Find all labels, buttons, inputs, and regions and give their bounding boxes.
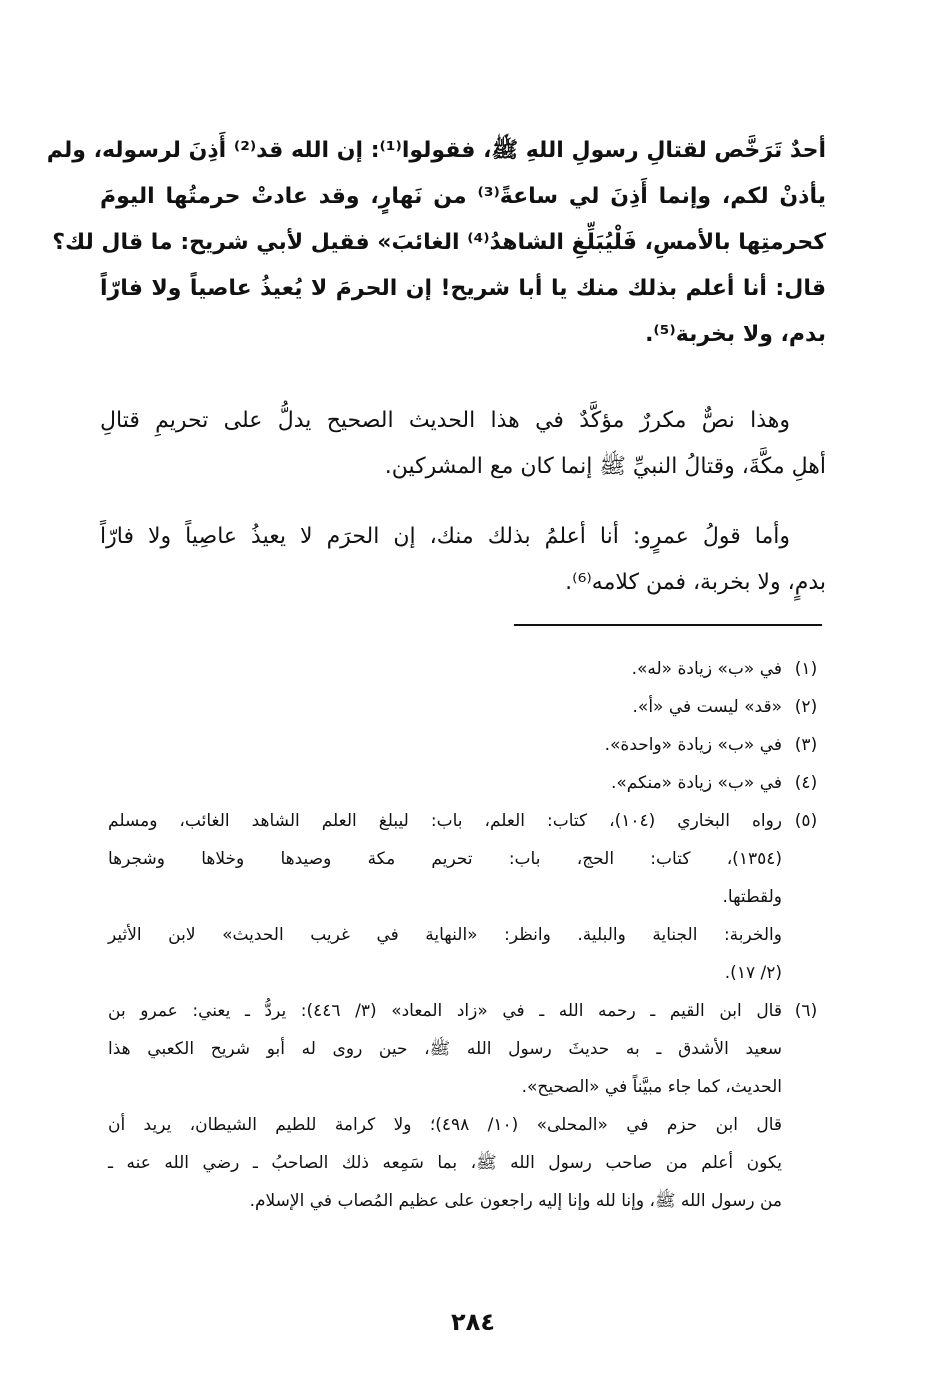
text-line: بدمٍ، ولا بخربة، فمن كلامه⁽⁶⁾. [565,570,826,595]
footnote-5 [108,802,826,992]
footnotes [108,650,826,1220]
footnote-number: (١) [794,659,818,679]
text-line: أهلِ مكَّةَ، وقتالُ النبيِّ ﷺ إنما كان مع المشركين. [384,454,826,479]
text-line: قال: أنا أعلم بذلك منك يا أبا شريح! إن الحرمَ لا يُعيذُ عاصياً ولا فارّاً [100,276,826,301]
footnote-line: رواه البخاري (١٠٤)، كتاب: العلم، باب: ليبلغ العلم الشاهد الغائب، ومسلم [108,811,782,831]
footnote-number: (٦) [794,1001,818,1021]
footnote-2 [108,688,826,726]
text-line: أحدٌ تَرَخَّص لقتالِ رسولِ اللهِ ﷺ، فقولوا⁽¹⁾: إن الله قد⁽²⁾ أَذِنَ لرسوله، ولم [46,138,826,163]
page-number: ٢٨٤ [451,1308,495,1336]
footnote-line: «قد» ليست في «أ». [632,697,782,717]
footnote-line: يكون أعلم من صاحب رسول الله ﷺ، بما سَمِعه ذلك الصاحبُ ـ رضي الله عنه ـ [108,1153,782,1173]
footnote-3 [108,726,826,764]
footnote-6 [108,992,826,1220]
footnote-number: (٣) [794,735,818,755]
text-line: يأذنْ لكم، وإنما أَذِنَ لي ساعةً⁽³⁾ من نَهارٍ، وقد عادتْ حرمتُها اليومَ [100,184,826,209]
footnote-number: (٢) [794,697,818,717]
paragraph-commentary [100,398,826,490]
footnote-4 [108,764,826,802]
paragraph-amr-statement [100,514,826,606]
footnote-number: (٤) [794,773,818,793]
footnote-line: والخربة: الجناية والبلية. وانظر: «النهاية في غريب الحديث» لابن الأثير [108,925,782,945]
footnote-number: (٥) [794,811,818,831]
footnote-line: من رسول الله ﷺ، وإنا لله وإنا إليه راجعون على عظيم المُصاب في الإسلام. [249,1191,782,1211]
footnote-line: ولقطتها. [722,887,782,907]
text-line: وهذا نصٌّ مكررٌ مؤكَّدٌ في هذا الحديث الصحيح يدلُّ على تحريمِ قتالِ [100,408,790,433]
paragraph-hadith [46,128,826,358]
text-line: وأما قولُ عمرٍو: أنا أعلمُ بذلك منك، إن الحرَم لا يعيذُ عاصِياً ولا فارّاً [100,524,790,549]
footnote-separator [514,624,822,626]
footnote-line: (١٣٥٤)، كتاب: الحج، باب: تحريم مكة وصيدها وخلاها وشجرها [108,849,782,869]
footnote-line: في «ب» زيادة «واحدة». [604,735,782,755]
footnote-line: الحديث، كما جاء مبيَّناً في «الصحيح». [521,1077,782,1097]
footnote-line: في «ب» زيادة «منكم». [610,773,782,793]
footnote-1 [108,650,826,688]
footnote-line: سعيد الأشدق ـ به حديثَ رسول الله ﷺ، حين روى له أبو شريح الكعبي هذا [108,1039,782,1059]
footnote-line: قال ابن القيم ـ رحمه الله ـ في «زاد المعاد» (٣/ ٤٤٦): يردُّ ـ يعني: عمرو بن [108,1001,782,1021]
footnote-line: (٢/ ١٧). [724,963,782,983]
text-line: بدم، ولا بخربة⁽⁵⁾. [645,322,826,347]
footnote-line: قال ابن حزم في «المحلى» (١٠/ ٤٩٨)؛ ولا كرامة للطيم الشيطان، يريد أن [108,1115,783,1135]
footnote-line: في «ب» زيادة «له». [631,659,782,679]
text-line: كحرمتِها بالأمسِ، فَلْيُبَلِّغِ الشاهدُ⁽⁴⁾ الغائبَ» فقيل لأبي شريح: ما قال لك؟ [52,230,826,255]
